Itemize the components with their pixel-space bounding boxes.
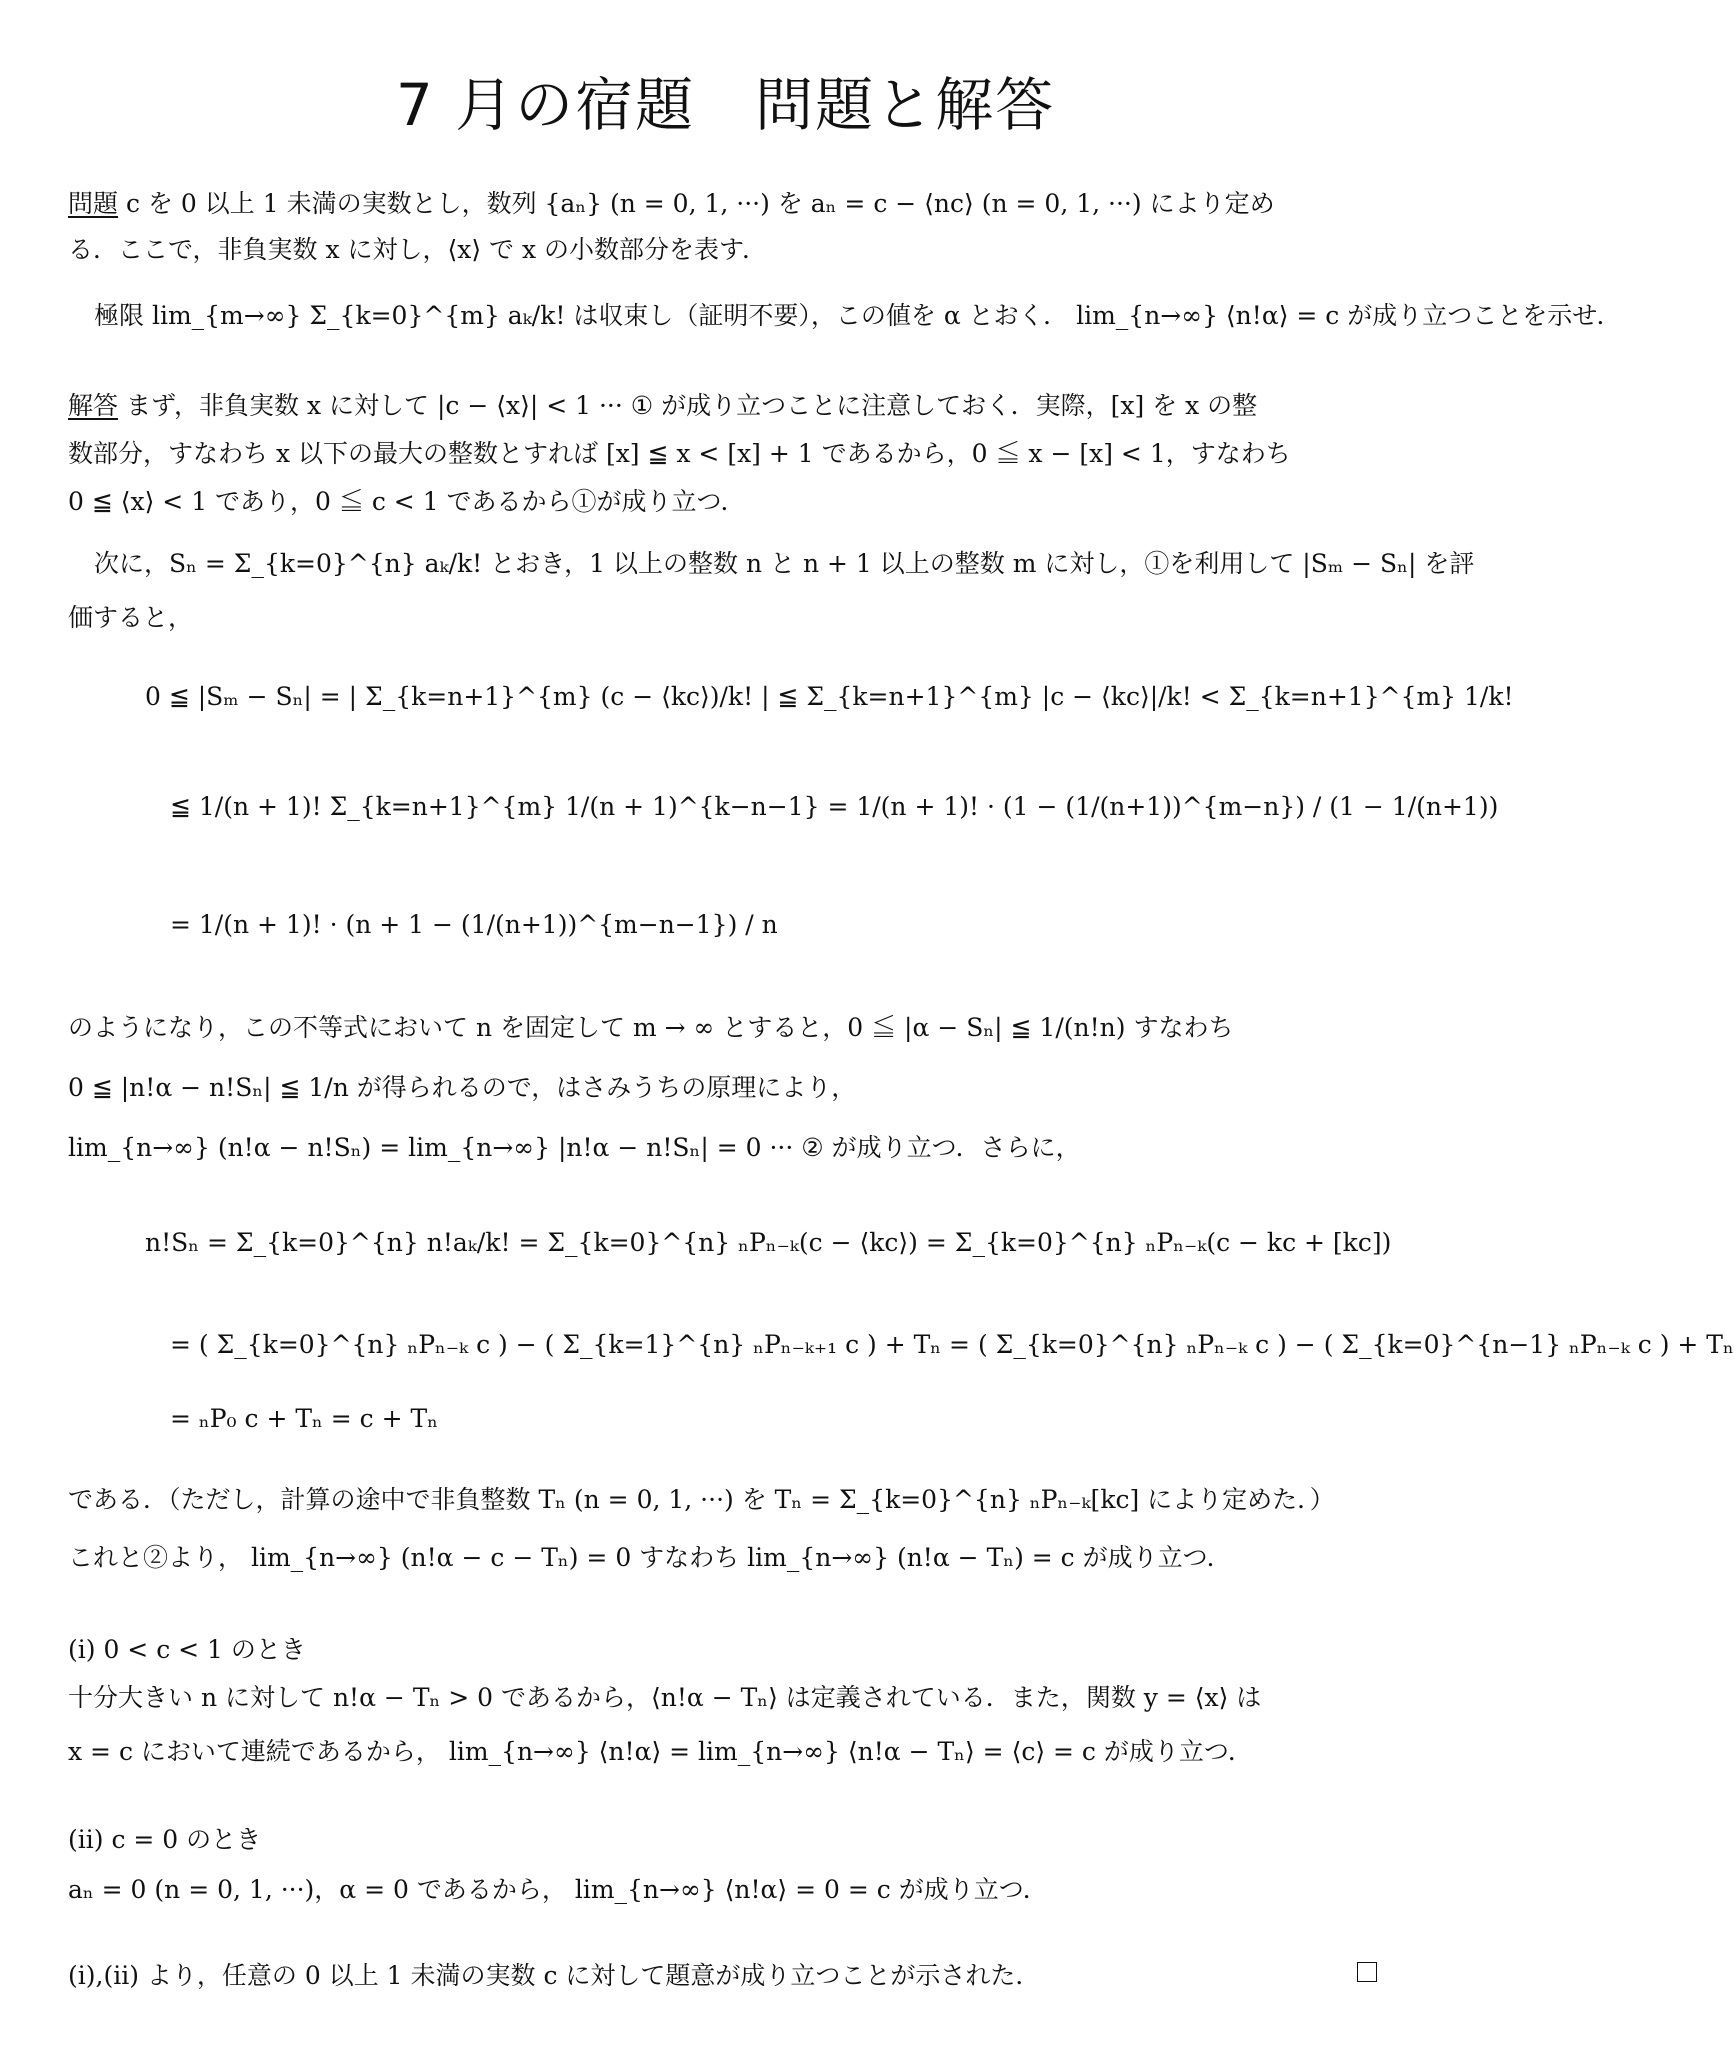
equation-2-row-1: n!Sₙ = Σ_{k=0}^{n} n!aₖ/k! = Σ_{k=0}^{n} ₙPₙ₋ₖ(c − ⟨kc⟩) = Σ_{k=0}^{n} ₙPₙ₋ₖ(c − kc + [kc]) [145,1228,1392,1257]
answer-line-6: のようになり，この不等式において n を固定して m → ∞ とすると，0 ≦ |α − Sₙ| ≦ 1/(n!n) すなわち [68,1013,1234,1042]
problem-line-1: 問題 c を 0 以上 1 未満の実数とし，数列 {aₙ} (n = 0, 1, ···) を aₙ = c − ⟨nc⟩ (n = 0, 1, ···) により定め [68,189,1275,218]
page-title: 7 月の宿題 問題と解答 [395,71,1056,139]
conclusion-line: (i),(ii) より，任意の 0 以上 1 未満の実数 c に対して題意が成り立つことが示された． [68,1961,1041,1990]
case-i-heading: (i) 0 < c < 1 のとき [68,1635,306,1664]
equation-2-row-3: = ₙP₀ c + Tₙ = c + Tₙ [170,1404,439,1433]
problem-line-2: る．ここで，非負実数 x に対し，⟨x⟩ で x の小数部分を表す． [68,235,768,264]
answer-line-9: である．（ただし，計算の途中で非負整数 Tₙ (n = 0, 1, ···) を Tₙ = Σ_{k=0}^{n} ₙPₙ₋ₖ[kc] により定めた．） [68,1485,1335,1514]
qed-box-icon [1357,1962,1377,1982]
answer-line-4: 次に，Sₙ = Σ_{k=0}^{n} aₖ/k! とおき，1 以上の整数 n と n + 1 以上の整数 m に対し，①を利用して |Sₘ − Sₙ| を評 [94,549,1475,578]
case-ii-line-1: aₙ = 0 (n = 0, 1, ···)，α = 0 であるから， lim_{n→∞} ⟨n!α⟩ = 0 = c が成り立つ． [68,1875,1048,1904]
problem-label: 問題 [68,189,119,218]
equation-2-row-2: = ( Σ_{k=0}^{n} ₙPₙ₋ₖ c ) − ( Σ_{k=1}^{n} ₙPₙ₋ₖ₊₁ c ) + Tₙ = ( Σ_{k=0}^{n} ₙPₙ₋ₖ c ) − ( Σ_{k=0}^{n−1} ₙPₙ₋ₖ c ) + Tₙ [170,1330,1734,1359]
case-i-line-1: 十分大きい n に対して n!α − Tₙ > 0 であるから，⟨n!α − Tₙ⟩ は定義されている．また，関数 y = ⟨x⟩ は [68,1683,1262,1712]
answer-line-5: 価すると， [68,603,194,632]
case-ii-heading: (ii) c = 0 のとき [68,1825,262,1854]
answer-line-3: 0 ≦ ⟨x⟩ < 1 であり，0 ≦ c < 1 であるから①が成り立つ． [68,487,746,516]
problem-line-3: 極限 lim_{m→∞} Σ_{k=0}^{m} aₖ/k! は収束し（証明不要），この値を α とおく． lim_{n→∞} ⟨n!α⟩ = c が成り立つことを示せ． [94,301,1622,330]
answer-label: 解答 [68,391,119,420]
equation-1-row-3: = 1/(n + 1)! · (n + 1 − (1/(n+1))^{m−n−1}) / n [170,910,778,939]
answer-line-10: これと②より， lim_{n→∞} (n!α − c − Tₙ) = 0 すなわち lim_{n→∞} (n!α − Tₙ) = c が成り立つ． [68,1543,1232,1572]
case-i-line-2: x = c において連続であるから， lim_{n→∞} ⟨n!α⟩ = lim_{n→∞} ⟨n!α − Tₙ⟩ = ⟨c⟩ = c が成り立つ． [68,1737,1253,1766]
answer-line-8: lim_{n→∞} (n!α − n!Sₙ) = lim_{n→∞} |n!α − n!Sₙ| = 0 ··· ② が成り立つ．さらに， [68,1133,1081,1162]
equation-1-row-2: ≦ 1/(n + 1)! Σ_{k=n+1}^{m} 1/(n + 1)^{k−n−1} = 1/(n + 1)! · (1 − (1/(n+1))^{m−n}) / (1 − 1/(n+1)) [170,792,1499,821]
equation-1-row-1: 0 ≦ |Sₘ − Sₙ| = | Σ_{k=n+1}^{m} (c − ⟨kc⟩)/k! | ≦ Σ_{k=n+1}^{m} |c − ⟨kc⟩|/k! < Σ_{k=n+1}^{m} 1/k! [145,682,1514,711]
answer-line-1: 解答 まず，非負実数 x に対して |c − ⟨x⟩| < 1 ··· ① が成り立つことに注意しておく．実際，[x] を x の整 [68,391,1258,420]
answer-line-7: 0 ≦ |n!α − n!Sₙ| ≦ 1/n が得られるので，はさみうちの原理により， [68,1073,857,1102]
answer-line-2: 数部分，すなわち x 以下の最大の整数とすれば [x] ≦ x < [x] + 1 であるから，0 ≦ x − [x] < 1，すなわち [68,439,1291,468]
